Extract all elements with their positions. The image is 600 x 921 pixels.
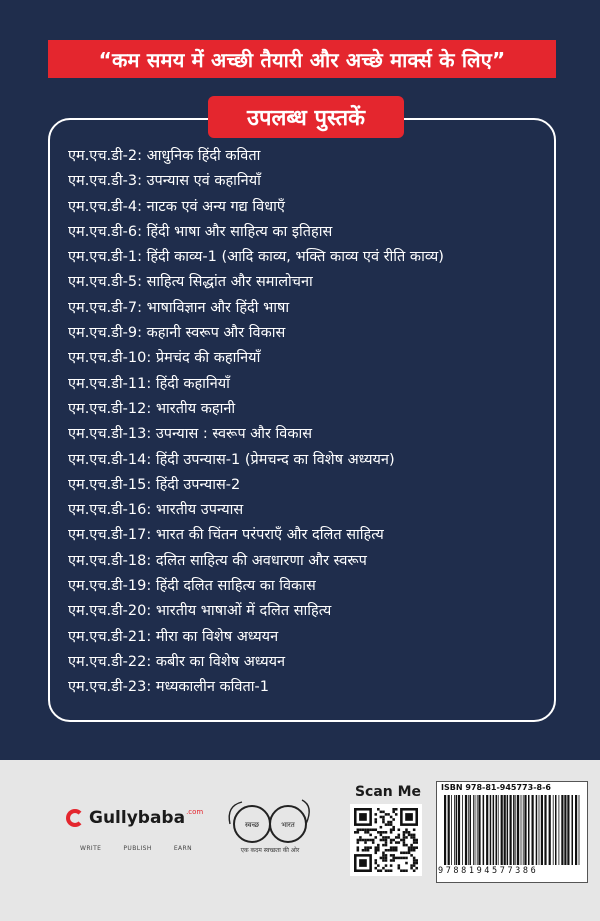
list-item: एम.एच.डी-14: हिंदी उपन्यास-1 (प्रेमचन्द का विशेष अध्ययन) — [68, 451, 395, 468]
book-list — [68, 144, 548, 701]
swachh-left-word: स्वच्छ — [244, 821, 260, 829]
list-item: एम.एच.डी-18: दलित साहित्य की अवधारणा और स्वरूप — [68, 552, 367, 569]
tagline-banner — [48, 40, 556, 78]
swachh-caption: एक कदम स्वच्छता की ओर — [240, 847, 300, 854]
banner-quote: “कम समय में अच्छी तैयारी और अच्छे मार्क्स के लिए” — [98, 47, 506, 72]
tagline-word: WRITE — [80, 845, 102, 852]
list-item: एम.एच.डी-2: आधुनिक हिंदी कविता — [68, 148, 261, 164]
tagline-word: EARN — [173, 845, 192, 852]
list-item: एम.एच.डी-3: उपन्यास एवं कहानियाँ — [68, 173, 261, 190]
panel-title-text: उपलब्ध पुस्तकें — [246, 106, 366, 131]
list-item: एम.एच.डी-17: भारत की चिंतन परंपराएँ और दलित साहित्य — [68, 527, 384, 544]
list-item: एम.एच.डी-13: उपन्यास : स्वरूप और विकास — [68, 426, 313, 443]
list-item: एम.एच.डी-23: मध्यकालीन कविता-1 — [68, 679, 269, 696]
list-item: एम.एच.डी-11: हिंदी कहानियाँ — [68, 375, 230, 392]
barcode-icon — [442, 795, 582, 865]
list-item: एम.एच.डी-15: हिंदी उपन्यास-2 — [68, 476, 241, 493]
scan-me-label: Scan Me — [354, 784, 422, 800]
list-item: एम.एच.डी-20: भारतीय भाषाओं में दलित साहित्य — [68, 603, 332, 620]
g-logo-icon — [66, 809, 84, 827]
list-item: एम.एच.डी-6: हिंदी भाषा और साहित्य का इतिहास — [68, 223, 333, 240]
swachh-right-word: भारत — [281, 821, 295, 829]
list-item: एम.एच.डी-7: भाषाविज्ञान और हिंदी भाषा — [68, 299, 290, 316]
isbn-label: ISBN 978-81-945773-8-6 — [441, 783, 551, 792]
list-item: एम.एच.डी-12: भारतीय कहानी — [68, 400, 236, 417]
swachh-bharat-glasses-icon — [222, 796, 318, 866]
brand-name: Gullybaba — [89, 808, 186, 828]
list-item: एम.एच.डी-22: कबीर का विशेष अध्ययन — [68, 653, 286, 670]
qr-code[interactable] — [350, 804, 422, 876]
list-item: एम.एच.डी-16: भारतीय उपन्यास — [68, 502, 244, 519]
tagline-word: PUBLISH — [123, 845, 152, 852]
list-item: एम.एच.डी-10: प्रेमचंद की कहानियाँ — [68, 350, 261, 367]
list-item: एम.एच.डी-1: हिंदी काव्य-1 (आदि काव्य, भक्ति काव्य एवं रीति काव्य) — [68, 249, 444, 266]
list-item: एम.एच.डी-4: नाटक एवं अन्य गद्य विधाएँ — [68, 198, 285, 215]
list-item: एम.एच.डी-19: हिंदी दलित साहित्य का विकास — [68, 578, 316, 595]
list-item: एम.एच.डी-21: मीरा का विशेष अध्ययन — [68, 628, 279, 645]
qr-code-icon — [354, 808, 418, 872]
isbn-number: 9788194577386 — [438, 866, 539, 876]
list-item: एम.एच.डी-9: कहानी स्वरूप और विकास — [68, 325, 286, 342]
brand-domain: .com — [186, 808, 204, 816]
brand-tagline — [80, 845, 192, 852]
gullybaba-logo — [66, 808, 203, 828]
books-panel-title — [208, 96, 404, 138]
list-item: एम.एच.डी-5: साहित्य सिद्धांत और समालोचना — [68, 274, 313, 291]
